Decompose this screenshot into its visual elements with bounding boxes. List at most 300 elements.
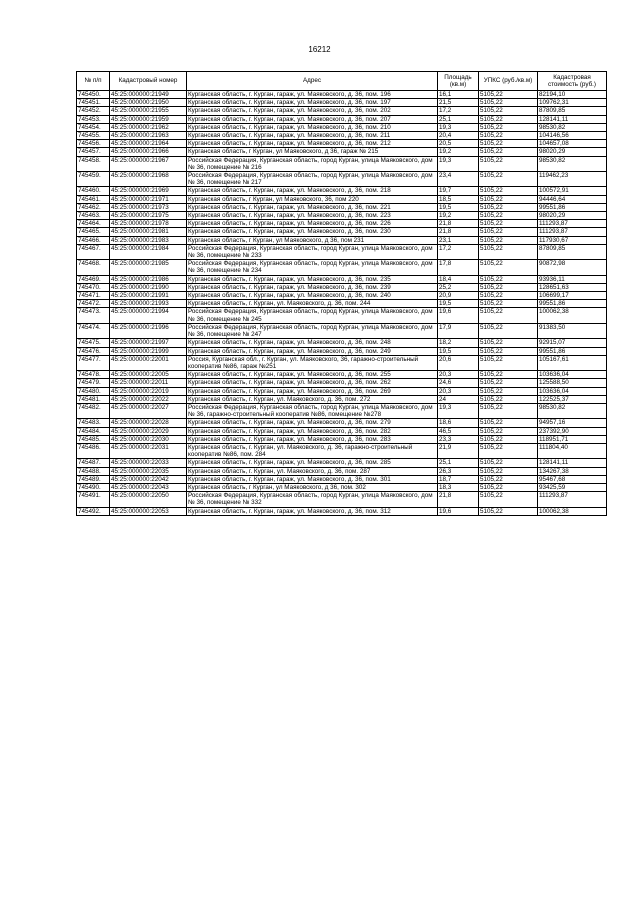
cell-value: 98020,29 [538,212,607,220]
cell-num: 745459. [77,172,110,187]
col-header-cadastral: Кадастровый номер [110,72,187,91]
cell-address: Курганская область, г. Курган, гараж, ул. Маяковского, д. 36, пом. 202 [187,107,438,115]
cell-num: 745457. [77,148,110,156]
cell-upks: 5105,22 [479,323,538,338]
cell-upks: 5105,22 [479,355,538,370]
cell-value: 94446,64 [538,195,607,203]
cell-num: 745460. [77,187,110,195]
cell-cadastral: 45:25:000000:21997 [110,339,187,347]
table-row [77,187,607,195]
cell-cadastral: 45:25:000000:21969 [110,187,187,195]
table-row [77,115,607,123]
cell-address: Российская Федерация, Курганская область, город Курган, улица Маяковского, дом № 36, помещение № 247 [187,323,438,338]
cell-value: 104146,56 [538,132,607,140]
cell-num: 745478. [77,371,110,379]
cell-cadastral: 45:25:000000:21990 [110,283,187,291]
cell-cadastral: 45:25:000000:22035 [110,467,187,475]
cell-num: 745488. [77,467,110,475]
cell-area: 25,1 [438,115,479,123]
cell-cadastral: 45:25:000000:22011 [110,379,187,387]
cell-num: 745486. [77,443,110,458]
cell-cadastral: 45:25:000000:21949 [110,91,187,99]
cell-num: 745452. [77,107,110,115]
cell-upks: 5105,22 [479,260,538,275]
cell-address: Курганская область, г. Курган, гараж, ул. Маяковского, д. 36, пом. 269 [187,387,438,395]
cell-upks: 5105,22 [479,244,538,259]
cell-upks: 5105,22 [479,228,538,236]
cell-num: 745454. [77,123,110,131]
cell-upks: 5105,22 [479,283,538,291]
cell-area: 23,3 [438,435,479,443]
cell-num: 745479. [77,379,110,387]
cell-address: Курганская область, г. Курган, гараж, ул. Маяковского, д. 36, пом. 240 [187,292,438,300]
cell-value: 98530,82 [538,403,607,418]
cell-num: 745451. [77,99,110,107]
cell-value: 111293,87 [538,220,607,228]
cell-address: Курганская область, г. Курган, гараж, ул. Маяковского, д. 36, пом. 212 [187,140,438,148]
table-row [77,275,607,283]
page-number: 16212 [308,45,331,54]
cell-cadastral: 45:25:000000:21968 [110,172,187,187]
cell-cadastral: 45:25:000000:21975 [110,212,187,220]
cell-upks: 5105,22 [479,148,538,156]
cell-area: 25,2 [438,283,479,291]
cell-address: Курганская область, г. Курган, гараж, ул. Маяковского, д. 36, пом. 221 [187,203,438,211]
cell-area: 19,3 [438,403,479,418]
cell-area: 19,5 [438,203,479,211]
cell-area: 46,5 [438,427,479,435]
cell-value: 106699,17 [538,292,607,300]
table-row [77,347,607,355]
table-row [77,492,607,507]
cell-num: 745469. [77,275,110,283]
table-row [77,475,607,483]
cell-upks: 5105,22 [479,275,538,283]
cell-area: 19,3 [438,123,479,131]
table-row [77,148,607,156]
table-row [77,123,607,131]
cell-upks: 5105,22 [479,419,538,427]
cell-cadastral: 45:25:000000:22019 [110,387,187,395]
cell-num: 745458. [77,156,110,171]
cell-cadastral: 45:25:000000:21962 [110,123,187,131]
cell-value: 95467,68 [538,475,607,483]
cell-address: Курганская область, г. Курган, гараж, ул. Маяковского, д. 36, пом. 223 [187,212,438,220]
cell-area: 21,8 [438,220,479,228]
cell-num: 745472. [77,300,110,308]
cell-cadastral: 45:25:000000:22043 [110,483,187,491]
cell-area: 21,5 [438,99,479,107]
cell-value: 105167,61 [538,355,607,370]
cell-cadastral: 45:25:000000:22033 [110,459,187,467]
cell-area: 23,4 [438,172,479,187]
table-row [77,403,607,418]
cell-area: 26,3 [438,467,479,475]
cell-num: 745487. [77,459,110,467]
cell-upks: 5105,22 [479,115,538,123]
cell-upks: 5105,22 [479,212,538,220]
cell-address: Российская Федерация, Курганская область, город Курган, улица Маяковского, дом № 36, помещение № 245 [187,308,438,323]
cell-cadastral: 45:25:000000:22030 [110,435,187,443]
cell-address: Курганская область, г. Курган, гараж, ул. Маяковского, д. 36, пом. 301 [187,475,438,483]
table-row [77,91,607,99]
cell-area: 19,6 [438,507,479,515]
cell-upks: 5105,22 [479,483,538,491]
cell-cadastral: 45:25:000000:21984 [110,244,187,259]
cell-upks: 5105,22 [479,475,538,483]
table-row [77,435,607,443]
cell-value: 128651,63 [538,283,607,291]
col-header-num: № п/п [77,72,110,91]
cell-value: 103636,04 [538,387,607,395]
cell-upks: 5105,22 [479,107,538,115]
cell-upks: 5105,22 [479,156,538,171]
cell-num: 745483. [77,419,110,427]
col-header-address: Адрес [187,72,438,91]
cell-upks: 5105,22 [479,371,538,379]
cell-address: Российская Федерация, Курганская область, город Курган, улица Маяковского, дом № 36, помещение № 234 [187,260,438,275]
cell-value: 94957,16 [538,419,607,427]
cell-upks: 5105,22 [479,395,538,403]
cell-value: 91383,50 [538,323,607,338]
cell-value: 99551,86 [538,203,607,211]
cell-area: 20,4 [438,132,479,140]
cell-area: 17,2 [438,107,479,115]
cell-area: 18,5 [438,195,479,203]
table-row [77,419,607,427]
cell-address: Курганская область, г. Курган, гараж, ул. Маяковского, д. 36, пом. 248 [187,339,438,347]
cell-cadastral: 45:25:000000:21981 [110,228,187,236]
cell-cadastral: 45:25:000000:21996 [110,323,187,338]
cell-address: Курганская область, г. Курган, гараж, ул. Маяковского, д. 36, пом. 239 [187,283,438,291]
cell-address: Курганская область, г. Курган, гараж, ул. Маяковского, д. 36, пом. 210 [187,123,438,131]
cell-value: 111293,87 [538,492,607,507]
cell-num: 745477. [77,355,110,370]
cell-num: 745464. [77,220,110,228]
cell-address: Курганская область, г. Курган, гараж, ул. Маяковского, д. 36, пом. 211 [187,132,438,140]
cell-area: 18,6 [438,419,479,427]
cell-value: 87809,85 [538,107,607,115]
cell-address: Курганская область, г Курган, ул Маяковского, д 36, пом 231 [187,236,438,244]
cell-value: 93936,11 [538,275,607,283]
cell-cadastral: 45:25:000000:21967 [110,156,187,171]
cell-cadastral: 45:25:000000:21986 [110,275,187,283]
cell-address: Курганская область, г. Курган, гараж, ул. Маяковского, д. 36, пом. 283 [187,435,438,443]
cell-upks: 5105,22 [479,236,538,244]
cell-cadastral: 45:25:000000:21983 [110,236,187,244]
cell-area: 25,1 [438,459,479,467]
cell-num: 745474. [77,323,110,338]
cell-upks: 5105,22 [479,140,538,148]
cell-upks: 5105,22 [479,132,538,140]
cell-area: 19,6 [438,308,479,323]
cell-cadastral: 45:25:000000:22028 [110,419,187,427]
cell-value: 104657,08 [538,140,607,148]
cell-num: 745462. [77,203,110,211]
cell-address: Курганская область, г. Курган, гараж, ул. Маяковского, д. 36, пом. 282 [187,427,438,435]
cell-upks: 5105,22 [479,220,538,228]
cell-upks: 5105,22 [479,300,538,308]
table-row [77,507,607,515]
cell-address: Курганская область, г. Курган, ул. Маяковского, д. 36, пом. 244 [187,300,438,308]
cell-address: Курганская область, г. Курган, гараж, ул. Маяковского, д. 36, пом. 207 [187,115,438,123]
cell-num: 745455. [77,132,110,140]
cell-area: 20,9 [438,292,479,300]
cell-address: Курганская область, г. Курган, гараж, ул. Маяковского, д. 36, пом. 255 [187,371,438,379]
cell-area: 24 [438,395,479,403]
cell-upks: 5105,22 [479,99,538,107]
cell-upks: 5105,22 [479,379,538,387]
cell-upks: 5105,22 [479,427,538,435]
table-row [77,236,607,244]
table-row [77,371,607,379]
cell-upks: 5105,22 [479,403,538,418]
cell-value: 117930,67 [538,236,607,244]
cell-value: 98530,82 [538,123,607,131]
cadastral-value-table [76,71,607,516]
cell-cadastral: 45:25:000000:21994 [110,308,187,323]
cell-cadastral: 45:25:000000:21950 [110,99,187,107]
table-row [77,203,607,211]
cell-num: 745453. [77,115,110,123]
table-row [77,387,607,395]
cell-area: 21,9 [438,443,479,458]
cell-num: 745481. [77,395,110,403]
cell-upks: 5105,22 [479,91,538,99]
cell-address: Курганская область, г. Курган, гараж, ул. Маяковского, д. 36, пом. 279 [187,419,438,427]
cell-address: Курганская область, г Курган, ул Маяковского, д 36, гараж № 215 [187,148,438,156]
table-row [77,339,607,347]
cell-address: Российская Федерация, Курганская область, город Курган, улица Маяковского, дом № 36, помещение № 217 [187,172,438,187]
cell-address: Курганская область, г. Курган, гараж, ул. Маяковского, д. 36, пом. 196 [187,91,438,99]
cell-value: 128141,11 [538,459,607,467]
cell-upks: 5105,22 [479,459,538,467]
cell-num: 745482. [77,403,110,418]
cell-address: Курганская область, г. Курган, гараж, ул. Маяковского, д. 36, пом. 312 [187,507,438,515]
cell-address: Российская Федерация, Курганская область, город Курган, улица Маяковского, дом № 36, помещение № 332 [187,492,438,507]
cell-num: 745475. [77,339,110,347]
cell-num: 745467. [77,244,110,259]
cell-num: 745473. [77,308,110,323]
cell-cadastral: 45:25:000000:21966 [110,148,187,156]
cell-address: Курганская область, г. Курган, гараж, ул. Маяковского, д. 36, пом. 235 [187,275,438,283]
cell-address: Россия, Курганская обл., г. Курган, ул. Маяковского, 36, гаражно-строительный кооператив №86, гараж №251 [187,355,438,370]
cell-num: 745491. [77,492,110,507]
cell-upks: 5105,22 [479,347,538,355]
cell-area: 24,6 [438,379,479,387]
cell-cadastral: 45:25:000000:22027 [110,403,187,418]
cell-value: 122525,37 [538,395,607,403]
table-row [77,427,607,435]
cell-upks: 5105,22 [479,187,538,195]
table-row [77,459,607,467]
cell-area: 18,4 [438,275,479,283]
cell-upks: 5105,22 [479,492,538,507]
cell-area: 20,6 [438,355,479,370]
cell-value: 128141,11 [538,115,607,123]
cell-value: 125588,50 [538,379,607,387]
cell-cadastral: 45:25:000000:21973 [110,203,187,211]
cell-area: 18,2 [438,339,479,347]
cell-area: 19,2 [438,212,479,220]
cell-address: Курганская область, г. Курган, ул. Маяковского, д. 36, гаражно-строительный кооператив №86, пом. 284 [187,443,438,458]
table-row [77,323,607,338]
cell-area: 20,3 [438,387,479,395]
table-row [77,220,607,228]
cell-upks: 5105,22 [479,467,538,475]
cell-value: 134267,38 [538,467,607,475]
cell-value: 92915,07 [538,339,607,347]
cell-area: 18,7 [438,475,479,483]
cell-num: 745468. [77,260,110,275]
cell-value: 100062,38 [538,507,607,515]
cell-upks: 5105,22 [479,387,538,395]
cell-num: 745463. [77,212,110,220]
cell-value: 99551,86 [538,347,607,355]
cell-value: 237392,90 [538,427,607,435]
cell-value: 118951,71 [538,435,607,443]
cell-area: 17,2 [438,244,479,259]
table-row [77,355,607,370]
cell-value: 111804,40 [538,443,607,458]
cell-num: 745450. [77,91,110,99]
cell-cadastral: 45:25:000000:21991 [110,292,187,300]
cell-area: 20,3 [438,371,479,379]
cell-area: 19,5 [438,347,479,355]
cell-num: 745461. [77,195,110,203]
cell-value: 93425,59 [538,483,607,491]
table-header-row [77,72,607,91]
cell-address: Курганская область, г. Курган, гараж, ул. Маяковского, д. 36, пом. 226 [187,220,438,228]
cell-address: Курганская область, г. Курган, ул. Маяковского, д. 36, пом. 272 [187,395,438,403]
cell-area: 19,2 [438,148,479,156]
cell-area: 21,8 [438,492,479,507]
cell-upks: 5105,22 [479,195,538,203]
cell-area: 16,1 [438,91,479,99]
cell-value: 82194,10 [538,91,607,99]
table-row [77,244,607,259]
table-row [77,283,607,291]
cell-address: Курганская область, г. Курган, гараж, ул. Маяковского, д. 36, пом. 230 [187,228,438,236]
table-row [77,300,607,308]
cell-address: Курганская область, г Курган, ул Маяковского, 36, пом 220 [187,195,438,203]
col-header-value: Кадастровая стоимость (руб.) [538,72,607,91]
cell-num: 745484. [77,427,110,435]
cell-value: 119462,23 [538,172,607,187]
cell-area: 23,1 [438,236,479,244]
cell-value: 99551,86 [538,300,607,308]
cell-cadastral: 45:25:000000:21978 [110,220,187,228]
cell-upks: 5105,22 [479,308,538,323]
cell-address: Российская Федерация, Курганская область, город Курган, улица Маяковского, дом № 36, гаражно-строительный кооператив №86, помещение №278 [187,403,438,418]
cell-cadastral: 45:25:000000:21963 [110,132,187,140]
table-row [77,308,607,323]
cell-address: Курганская область, г. Курган, гараж, ул. Маяковского, д. 36, пом. 285 [187,459,438,467]
table-row [77,195,607,203]
table-row [77,379,607,387]
cell-num: 745466. [77,236,110,244]
cell-value: 98530,82 [538,156,607,171]
cell-area: 19,3 [438,156,479,171]
table-row [77,483,607,491]
cell-cadastral: 45:25:000000:21971 [110,195,187,203]
cell-area: 17,9 [438,323,479,338]
table-row [77,212,607,220]
cell-num: 745480. [77,387,110,395]
cell-address: Российская Федерация, Курганская область, город Курган, улица Маяковского, дом № 36, помещение № 216 [187,156,438,171]
cell-cadastral: 45:25:000000:21985 [110,260,187,275]
table-row [77,107,607,115]
cell-cadastral: 45:25:000000:22022 [110,395,187,403]
col-header-area: Площадь (кв.м) [438,72,479,91]
cell-value: 87809,85 [538,244,607,259]
cell-cadastral: 45:25:000000:21959 [110,115,187,123]
cell-num: 745492. [77,507,110,515]
cell-upks: 5105,22 [479,123,538,131]
table-row [77,292,607,300]
cell-value: 111293,87 [538,228,607,236]
cell-upks: 5105,22 [479,172,538,187]
table-row [77,260,607,275]
cell-address: Российская Федерация, Курганская область, город Курган, улица Маяковского, дом № 36, помещение № 233 [187,244,438,259]
cell-cadastral: 45:25:000000:22029 [110,427,187,435]
table-row [77,228,607,236]
cell-num: 745465. [77,228,110,236]
table-row [77,395,607,403]
table-row [77,443,607,458]
cell-num: 745471. [77,292,110,300]
cell-upks: 5105,22 [479,435,538,443]
cell-area: 20,5 [438,140,479,148]
cell-cadastral: 45:25:000000:21955 [110,107,187,115]
col-header-upks: УПКС (руб./кв.м) [479,72,538,91]
cell-upks: 5105,22 [479,507,538,515]
cell-address: Курганская область, г. Курган, гараж, ул. Маяковского, д. 36, пом. 262 [187,379,438,387]
cell-cadastral: 45:25:000000:22042 [110,475,187,483]
cell-cadastral: 45:25:000000:21999 [110,347,187,355]
table-row [77,132,607,140]
table-row [77,156,607,171]
cell-cadastral: 45:25:000000:22053 [110,507,187,515]
cell-value: 109762,31 [538,99,607,107]
cell-area: 21,8 [438,228,479,236]
cell-num: 745489. [77,475,110,483]
cell-upks: 5105,22 [479,339,538,347]
cell-num: 745485. [77,435,110,443]
table-row [77,172,607,187]
cell-area: 19,7 [438,187,479,195]
cell-cadastral: 45:25:000000:21964 [110,140,187,148]
cell-cadastral: 45:25:000000:22005 [110,371,187,379]
cell-address: Курганская область, г. Курган, гараж, ул. Маяковского, д. 36, пом. 218 [187,187,438,195]
cell-num: 745476. [77,347,110,355]
cell-value: 98020,29 [538,148,607,156]
cell-upks: 5105,22 [479,292,538,300]
cell-address: Курганская область, г Курган, ул Маяковского, д 36, пом. 302 [187,483,438,491]
cell-num: 745490. [77,483,110,491]
cell-cadastral: 45:25:000000:22031 [110,443,187,458]
cell-cadastral: 45:25:000000:22050 [110,492,187,507]
cell-value: 90872,98 [538,260,607,275]
cell-address: Курганская область, г. Курган, гараж, ул. Маяковского, д. 36, пом. 197 [187,99,438,107]
table-row [77,140,607,148]
cell-address: Курганская область, г. Курган, гараж, ул. Маяковского, д. 36, пом. 249 [187,347,438,355]
cell-upks: 5105,22 [479,443,538,458]
cell-value: 100062,38 [538,308,607,323]
cell-area: 18,3 [438,483,479,491]
cell-area: 17,8 [438,260,479,275]
cell-num: 745470. [77,283,110,291]
